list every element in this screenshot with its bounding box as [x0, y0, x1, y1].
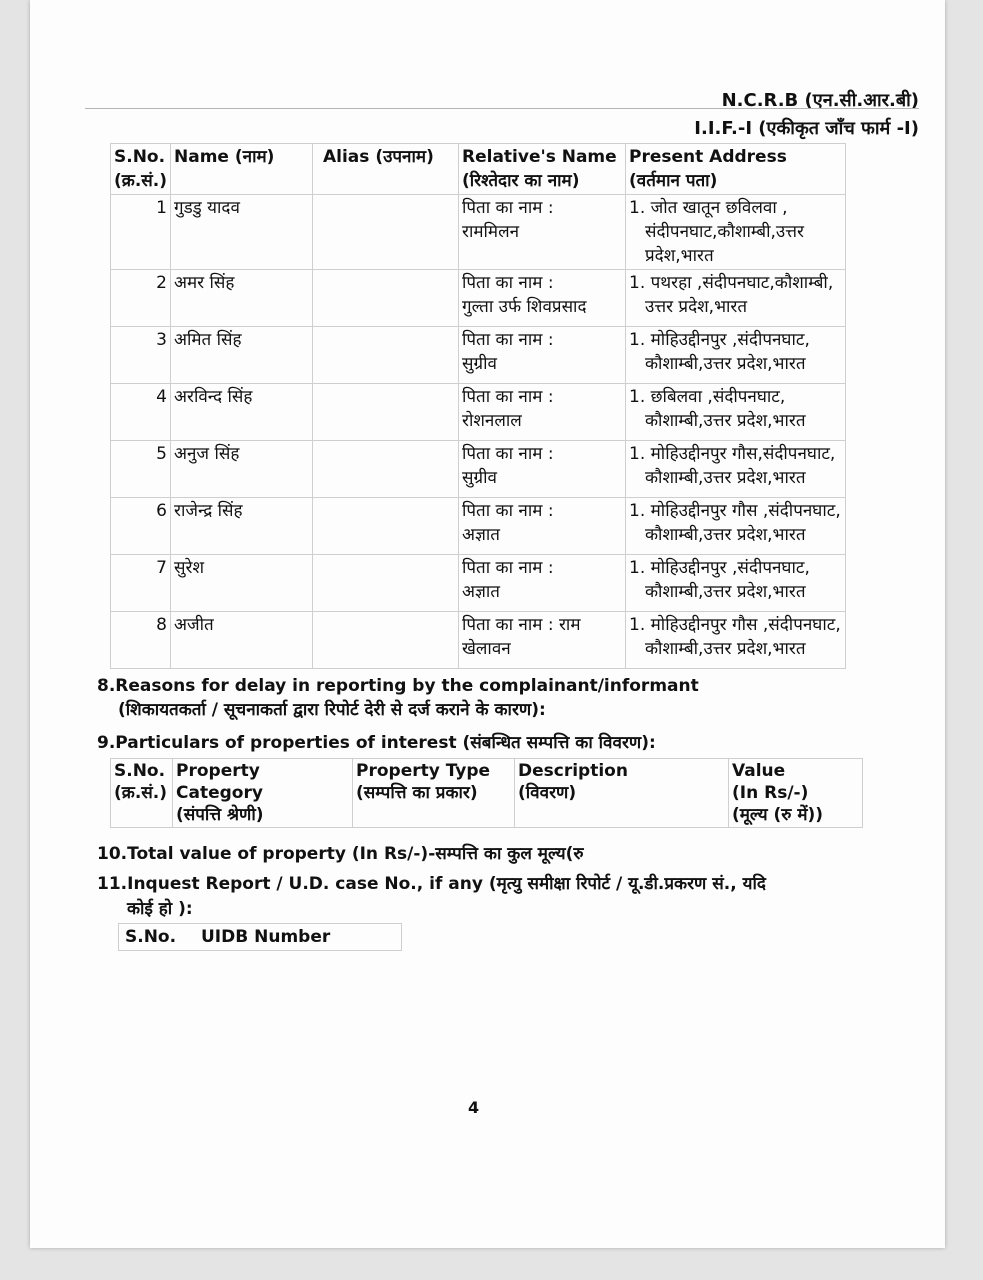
row-sno: 5	[111, 441, 171, 498]
relative-name: रोशनलाल	[462, 411, 522, 431]
address-line: उत्तर प्रदेश,भारत	[645, 297, 748, 317]
section-11-title: 11.Inquest Report / U.D. case No., if any (मृत्यु समीक्षा रिपोर्ट / यू.डी.प्रकरण सं., यदि	[97, 874, 766, 894]
prop-col-category-line: Category	[176, 783, 263, 803]
row-alias	[313, 555, 459, 612]
row-name: अमर सिंह	[171, 270, 313, 327]
col-address-header	[626, 144, 846, 195]
prop-col-type-line: Property Type	[356, 761, 491, 781]
address-line: प्रदेश,भारत	[645, 246, 714, 266]
address-line: 1. मोहिउद्दीनपुर ,संदीपनघाट,	[629, 558, 810, 578]
row-relative	[459, 327, 626, 384]
relative-name: राममिलन	[462, 222, 520, 242]
table-row	[111, 327, 846, 384]
row-relative	[459, 270, 626, 327]
row-sno: 2	[111, 270, 171, 327]
prop-col-category-line: Property	[176, 761, 260, 781]
address-line: कौशाम्बी,उत्तर प्रदेश,भारत	[645, 354, 806, 374]
prop-col-sno	[111, 759, 173, 828]
row-address	[626, 270, 846, 327]
row-relative	[459, 612, 626, 669]
ncrb-header: N.C.R.B (एन.सी.आर.बी)	[721, 90, 919, 111]
relative-name: सुग्रीव	[462, 354, 497, 374]
relative-label: पिता का नाम :	[462, 558, 554, 578]
col-address-header-line: Present Address	[629, 147, 787, 167]
accused-table-header	[111, 144, 846, 195]
col-sno-header-line: S.No.	[114, 147, 166, 167]
row-name: सुरेश	[171, 555, 313, 612]
table-row	[111, 555, 846, 612]
prop-col-sno-line: (क्र.सं.)	[114, 783, 168, 803]
address-line: 1. मोहिउद्दीनपुर गौस ,संदीपनघाट,	[629, 501, 841, 521]
row-alias	[313, 384, 459, 441]
address-line: संदीपनघाट,कौशाम्बी,उत्तर	[645, 222, 804, 242]
section-8-subtitle: (शिकायतकर्ता / सूचनाकर्ता द्वारा रिपोर्ट देरी से दर्ज कराने के कारण):	[118, 700, 546, 720]
row-alias	[313, 441, 459, 498]
address-line: 1. मोहिउद्दीनपुर गौस ,संदीपनघाट,	[629, 615, 841, 635]
section-8-title: 8.Reasons for delay in reporting by the complainant/informant	[97, 676, 699, 696]
relative-name: अज्ञात	[462, 525, 500, 545]
address-line: 1. छबिलवा ,संदीपनघाट,	[629, 387, 786, 407]
table-row	[111, 270, 846, 327]
table-row	[111, 195, 846, 270]
relative-label: पिता का नाम :	[462, 198, 554, 218]
address-line: 1. पथरहा ,संदीपनघाट,कौशाम्बी,	[629, 273, 834, 293]
row-name: अनुज सिंह	[171, 441, 313, 498]
row-sno: 7	[111, 555, 171, 612]
row-sno: 1	[111, 195, 171, 270]
iif-header: I.I.F.-I (एकीकृत जाँच फार्म -I)	[694, 118, 919, 139]
table-row	[111, 384, 846, 441]
section-10-title: 10.Total value of property (In Rs/-)-सम्पत्ति का कुल मूल्य(रु	[97, 844, 584, 864]
row-relative	[459, 498, 626, 555]
accused-table	[110, 143, 846, 669]
uidb-col-number: UIDB Number	[201, 927, 331, 947]
row-alias	[313, 270, 459, 327]
col-relative-header-line: Relative's Name	[462, 147, 617, 167]
row-relative	[459, 555, 626, 612]
row-alias	[313, 195, 459, 270]
prop-col-description-line: Description	[518, 761, 628, 781]
header-divider	[85, 108, 919, 109]
col-address-header-line: (वर्तमान पता)	[629, 171, 718, 191]
page-number: 4	[468, 1098, 480, 1117]
relative-label: पिता का नाम :	[462, 444, 554, 464]
section-11-subtitle: कोई हो ):	[127, 899, 193, 919]
prop-col-category-line: (संपत्ति श्रेणी)	[176, 805, 264, 825]
col-name-header: Name (नाम)	[171, 144, 313, 195]
row-sno: 6	[111, 498, 171, 555]
prop-col-value-line: Value	[732, 761, 786, 781]
col-sno-header-line: (क्र.सं.)	[114, 171, 168, 191]
address-line: कौशाम्बी,उत्तर प्रदेश,भारत	[645, 582, 806, 602]
relative-label: पिता का नाम :	[462, 501, 554, 521]
prop-col-description	[515, 759, 729, 828]
table-row	[111, 498, 846, 555]
row-address	[626, 441, 846, 498]
prop-col-type	[353, 759, 515, 828]
row-relative	[459, 195, 626, 270]
row-address	[626, 555, 846, 612]
address-line: कौशाम्बी,उत्तर प्रदेश,भारत	[645, 639, 806, 659]
relative-name: अज्ञात	[462, 582, 500, 602]
col-alias-header: Alias (उपनाम)	[313, 144, 459, 195]
property-table	[110, 758, 863, 828]
row-sno: 4	[111, 384, 171, 441]
relative-label: पिता का नाम :	[462, 387, 554, 407]
row-name: राजेन्द्र सिंह	[171, 498, 313, 555]
row-sno: 8	[111, 612, 171, 669]
col-relative-header-line: (रिश्तेदार का नाम)	[462, 171, 580, 191]
row-name: अजीत	[171, 612, 313, 669]
row-name: अरविन्द सिंह	[171, 384, 313, 441]
property-table-header	[111, 759, 863, 828]
prop-col-description-line: (विवरण)	[518, 783, 577, 803]
prop-col-sno-line: S.No.	[114, 761, 166, 781]
address-line: कौशाम्बी,उत्तर प्रदेश,भारत	[645, 525, 806, 545]
relative-name: खेलावन	[462, 639, 511, 659]
table-row	[111, 612, 846, 669]
address-line: 1. मोहिउद्दीनपुर ,संदीपनघाट,	[629, 330, 810, 350]
row-name: अमित सिंह	[171, 327, 313, 384]
uidb-col-sno: S.No.	[125, 927, 177, 947]
row-address	[626, 498, 846, 555]
relative-label: पिता का नाम : राम	[462, 615, 581, 635]
row-address	[626, 327, 846, 384]
row-alias	[313, 498, 459, 555]
address-line: कौशाम्बी,उत्तर प्रदेश,भारत	[645, 468, 806, 488]
prop-col-type-line: (सम्पत्ति का प्रकार)	[356, 783, 478, 803]
address-line: 1. मोहिउद्दीनपुर गौस,संदीपनघाट,	[629, 444, 836, 464]
row-name: गुडडु यादव	[171, 195, 313, 270]
prop-col-category	[173, 759, 353, 828]
relative-label: पिता का नाम :	[462, 273, 554, 293]
address-line: 1. जोत खातून छविलवा ,	[629, 198, 788, 218]
relative-name: गुल्ता उर्फ शिवप्रसाद	[462, 297, 587, 317]
relative-label: पिता का नाम :	[462, 330, 554, 350]
prop-col-value	[729, 759, 863, 828]
row-alias	[313, 612, 459, 669]
col-relative-header	[459, 144, 626, 195]
prop-col-value-line: (मूल्य (रु में))	[732, 805, 824, 825]
row-address	[626, 612, 846, 669]
relative-name: सुग्रीव	[462, 468, 497, 488]
address-line: कौशाम्बी,उत्तर प्रदेश,भारत	[645, 411, 806, 431]
prop-col-value-line: (In Rs/-)	[732, 783, 809, 803]
row-sno: 3	[111, 327, 171, 384]
uidb-table-header	[118, 923, 402, 951]
row-alias	[313, 327, 459, 384]
section-9-title: 9.Particulars of properties of interest (संबन्धित सम्पत्ति का विवरण):	[97, 733, 656, 753]
row-address	[626, 384, 846, 441]
row-address	[626, 195, 846, 270]
table-row	[111, 441, 846, 498]
col-sno-header	[111, 144, 171, 195]
row-relative	[459, 384, 626, 441]
row-relative	[459, 441, 626, 498]
